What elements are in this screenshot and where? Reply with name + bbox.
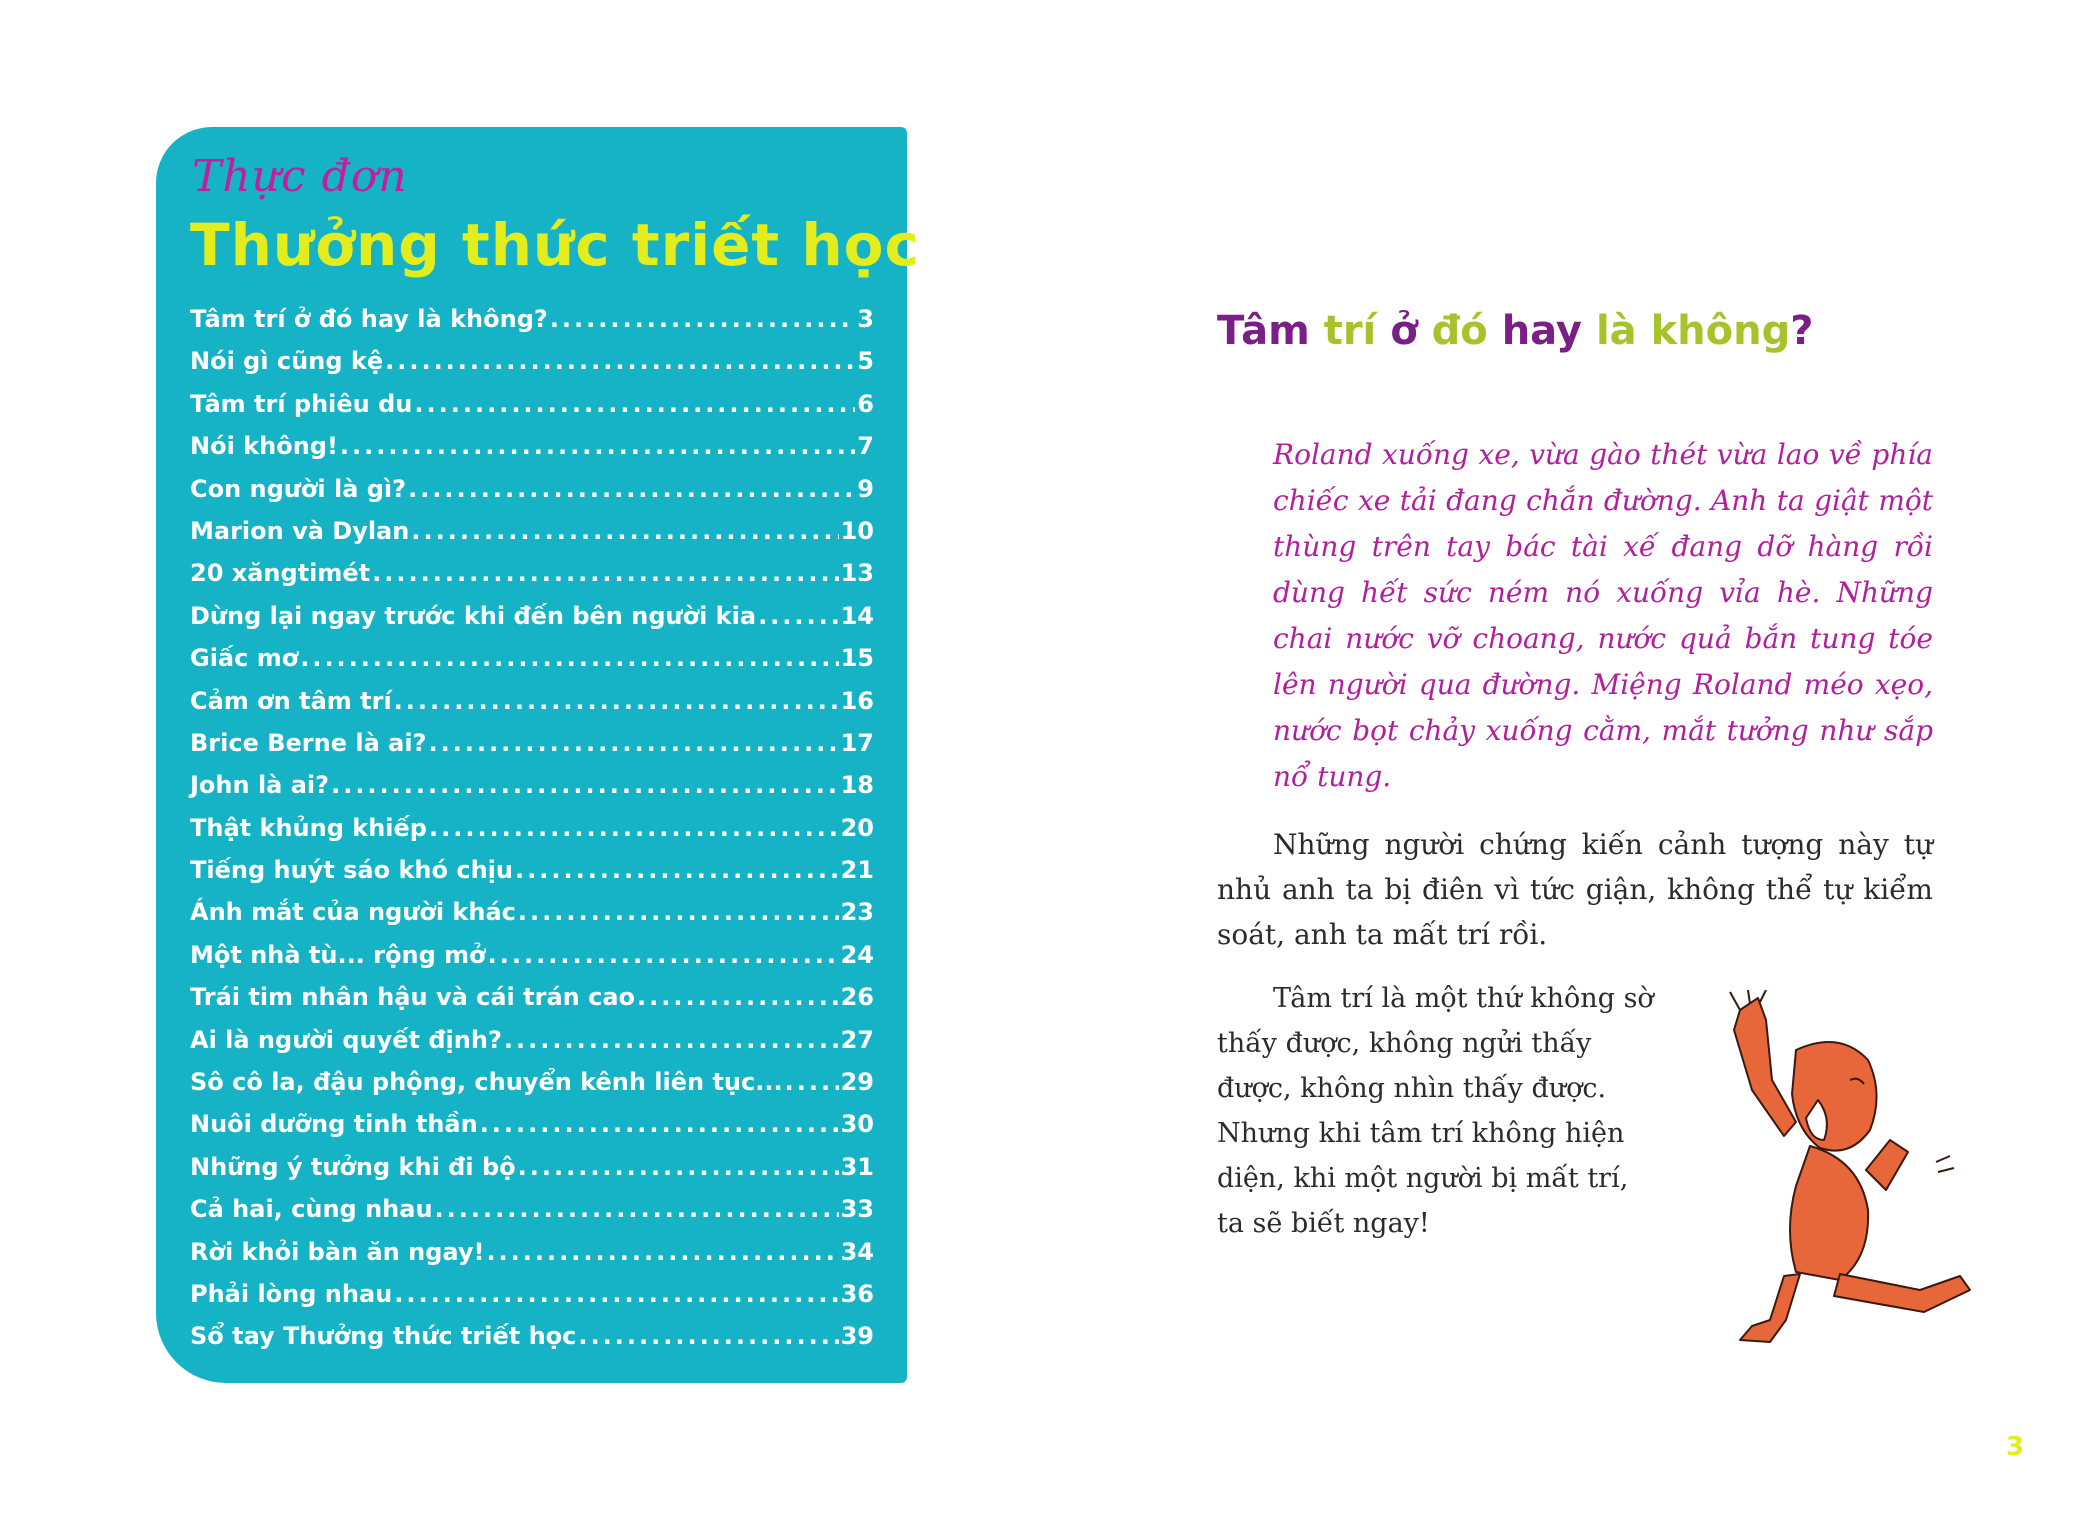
heading-word: ở	[1390, 308, 1418, 354]
toc-leader-dots	[414, 390, 855, 418]
toc-entry-title: Tâm trí ở đó hay là không?	[190, 305, 548, 333]
toc-entry	[190, 1026, 874, 1068]
toc-entry-page: 30	[840, 1110, 874, 1139]
toc-leader-dots	[488, 941, 839, 969]
toc-leader-dots	[785, 1068, 839, 1096]
toc-leader-dots	[480, 1110, 839, 1138]
body-paragraph-1: Những người chứng kiến cảnh tượng này tự nhủ anh ta bị điên vì tức giận, không thể tự kiểm soát, anh ta mất trí rồi.	[1217, 828, 1933, 951]
toc-entry-title: Brice Berne là ai?	[190, 728, 427, 757]
toc-entry	[190, 347, 874, 389]
toc-leader-dots	[408, 475, 855, 503]
toc-entry-title: Giấc mơ	[190, 644, 299, 673]
toc-entry	[190, 898, 874, 940]
toc-entry-page: 3	[857, 305, 874, 333]
toc-leader-dots	[385, 347, 855, 375]
toc-leader-dots	[428, 729, 838, 757]
toc-leader-dots	[411, 517, 838, 545]
toc-entry-title: Tiếng huýt sáo khó chịu	[190, 856, 513, 885]
toc-entry	[190, 941, 874, 983]
toc-entry	[190, 644, 874, 686]
toc-leader-dots	[429, 814, 839, 842]
toc-leader-dots	[372, 559, 838, 587]
toc-entry	[190, 475, 874, 517]
toc-leader-dots	[486, 1238, 838, 1266]
toc-entry	[190, 602, 874, 644]
chapter-heading	[1217, 308, 1813, 354]
angry-man-illustration	[1700, 990, 1980, 1360]
toc-entry	[190, 1322, 874, 1364]
toc-entry-title: Những ý tưởng khi đi bộ	[190, 1152, 516, 1181]
body-paragraph-2: Tâm trí là một thứ không sờ thấy được, không ngửi thấy được, không nhìn thấy được. Nhưng khi tâm trí không hiện diện, khi một người bị mất trí, ta sẽ biết ngay!	[1217, 983, 1654, 1239]
toc-entry	[190, 1280, 874, 1322]
toc-entry-page: 33	[840, 1195, 874, 1224]
heading-word: hay	[1501, 308, 1582, 354]
toc-entry	[190, 1153, 874, 1195]
toc-entry-title: Thật khủng khiếp	[190, 813, 427, 842]
toc-entry-title: Một nhà tù... rộng mở	[190, 940, 486, 969]
toc-entry-title: Phải lòng nhau	[190, 1279, 393, 1308]
toc-entry-page: 24	[840, 940, 874, 969]
toc-entry-page: 20	[840, 813, 874, 842]
toc-entry-title: Ai là người quyết định?	[190, 1025, 502, 1054]
toc-entry	[190, 390, 874, 432]
toc-leader-dots	[340, 432, 855, 460]
toc-entry-page: 36	[840, 1279, 874, 1308]
toc-entry-title: Trái tim nhân hậu và cái trán cao	[190, 983, 635, 1012]
toc-entry-title: Nuôi dưỡng tinh thần	[190, 1110, 478, 1139]
toc-entry	[190, 771, 874, 813]
heading-word: không	[1650, 308, 1791, 354]
toc-entry-title: Sổ tay Thưởng thức triết học	[190, 1322, 577, 1351]
table-of-contents-panel	[156, 127, 920, 1383]
toc-leader-dots	[758, 602, 839, 630]
toc-entry-page: 23	[840, 898, 874, 927]
toc-entry	[190, 814, 874, 856]
toc-entry-page: 27	[840, 1025, 874, 1054]
toc-entry-page: 5	[857, 347, 874, 376]
toc-entry-title: Nói không!	[190, 432, 338, 461]
toc-entry-page: 29	[840, 1068, 874, 1097]
toc-entry-page: 14	[840, 601, 874, 630]
toc-entry	[190, 305, 874, 347]
heading-question-mark: ?	[1790, 308, 1814, 354]
toc-leader-dots	[435, 1195, 839, 1223]
toc-list	[190, 305, 874, 1365]
toc-kicker: Thực đơn	[192, 151, 408, 202]
toc-entry	[190, 856, 874, 898]
toc-entry-page: 15	[840, 644, 874, 673]
toc-leader-dots	[550, 305, 855, 333]
toc-entry	[190, 983, 874, 1025]
toc-entry	[190, 687, 874, 729]
toc-entry-title: John là ai?	[190, 771, 330, 800]
toc-entry-page: 17	[840, 728, 874, 757]
toc-entry-page: 10	[840, 516, 874, 545]
toc-title: Thưởng thức triết học	[190, 211, 920, 279]
toc-entry-title: Cả hai, cùng nhau	[190, 1195, 433, 1224]
toc-entry	[190, 1068, 874, 1110]
heading-word: Tâm	[1217, 308, 1310, 354]
toc-entry-title: Ánh mắt của người khác	[190, 898, 516, 927]
toc-entry	[190, 1195, 874, 1237]
toc-entry-title: Nói gì cũng kệ	[190, 347, 384, 376]
toc-entry	[190, 1238, 874, 1280]
heading-word: đó	[1431, 308, 1488, 354]
toc-entry-title: Rời khỏi bàn ăn ngay!	[190, 1237, 485, 1266]
toc-leader-dots	[394, 687, 839, 715]
page-number: 3	[2006, 1432, 2025, 1462]
toc-entry-title: Sô cô la, đậu phộng, chuyển kênh liên tục...	[190, 1068, 783, 1097]
toc-entry-title: Tâm trí phiêu du	[190, 389, 413, 418]
toc-leader-dots	[394, 1280, 838, 1308]
toc-leader-dots	[504, 1026, 839, 1054]
toc-entry-page: 13	[840, 559, 874, 588]
toc-entry-page: 18	[840, 771, 874, 800]
toc-leader-dots	[300, 644, 838, 672]
toc-entry	[190, 1110, 874, 1152]
toc-entry	[190, 432, 874, 474]
toc-leader-dots	[578, 1322, 838, 1350]
toc-entry-page: 7	[857, 432, 874, 461]
heading-word: trí	[1323, 308, 1377, 354]
toc-leader-dots	[518, 898, 839, 926]
toc-entry-page: 6	[857, 389, 874, 418]
toc-entry-page: 39	[840, 1322, 874, 1351]
toc-entry-page: 31	[840, 1152, 874, 1181]
toc-entry-title: Cảm ơn tâm trí	[190, 686, 392, 715]
toc-entry-page: 26	[840, 983, 874, 1012]
toc-leader-dots	[515, 856, 839, 884]
toc-entry-page: 34	[840, 1237, 874, 1266]
toc-entry	[190, 729, 874, 771]
toc-entry-title: 20 xăngtimét	[190, 559, 371, 588]
toc-entry-title: Con người là gì?	[190, 474, 407, 503]
toc-leader-dots	[518, 1153, 839, 1181]
toc-leader-dots	[331, 771, 839, 799]
toc-leader-dots	[637, 983, 839, 1011]
toc-entry	[190, 517, 874, 559]
toc-entry-page: 21	[840, 856, 874, 885]
toc-entry-page: 9	[857, 474, 874, 503]
toc-entry	[190, 559, 874, 601]
toc-entry-page: 16	[840, 686, 874, 715]
toc-entry-title: Dừng lại ngay trước khi đến bên người kia	[190, 601, 757, 630]
toc-entry-title: Marion và Dylan	[190, 516, 410, 545]
heading-word: là	[1595, 308, 1637, 354]
intro-paragraph: Roland xuống xe, vừa gào thét vừa lao về phía chiếc xe tải đang chắn đường. Anh ta giật một thùng trên tay bác tài xế đang dỡ hàng rồi dùng hết sức ném nó xuống vỉa hè. Những chai nước vỡ choang, nước quả bắn tung tóe lên người qua đường. Miệng Roland méo xẹo, nước bọt chảy xuống cằm, mắt tưởng như sắp nổ tung.	[1273, 438, 1933, 793]
